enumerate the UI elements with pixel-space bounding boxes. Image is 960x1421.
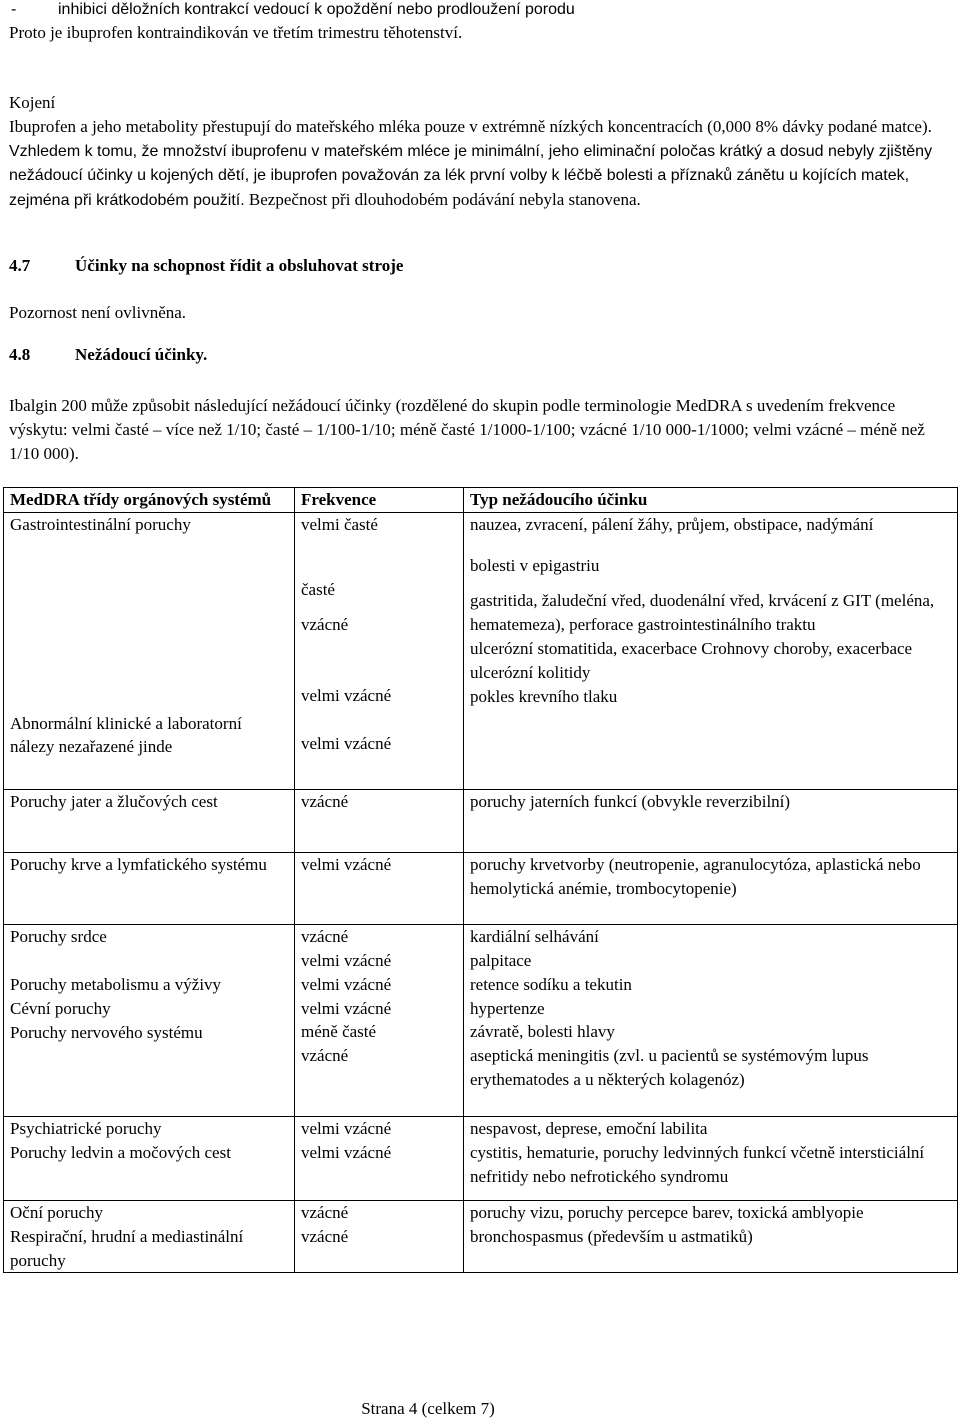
class-liver: Poruchy jater a žlučových cest — [4, 790, 295, 853]
freq-gastro-4: velmi vzácné — [301, 686, 392, 706]
freq-nervous-1: méně časté — [301, 1022, 377, 1042]
class-eye: Oční poruchy — [10, 1202, 104, 1222]
class-abnormal: Abnormální klinické a laboratorní nálezy nezařazené jinde — [10, 713, 242, 757]
class-vascular: Cévní poruchy — [10, 998, 111, 1018]
table-row — [4, 790, 958, 853]
effect-cell — [464, 1200, 958, 1272]
effect-liver: poruchy jaterních funkcí (obvykle reverzibilní) — [464, 790, 958, 853]
freq-psychiatric: velmi vzácné — [301, 1119, 392, 1139]
class-kidney: Poruchy ledvin a močových cest — [10, 1143, 231, 1163]
class-heart: Poruchy srdce — [10, 927, 107, 947]
freq-respiratory: vzácné — [301, 1226, 349, 1246]
effect-gastro-3: gastritida, žaludeční vřed, duodenální vřed, krvácení z GIT (meléna, hematemeza), perforace gastrointestinálního traktu — [470, 591, 935, 635]
effect-eye: poruchy vizu, poruchy percepce barev, toxická amblyopie — [470, 1202, 864, 1222]
effect-metabolism: retence sodíku a tekutin — [470, 974, 632, 994]
freq-abnormal: velmi vzácné — [301, 733, 392, 753]
breastfeeding-text-3: Bezpečnost při dlouhodobém podávání nebyla stanovena. — [248, 190, 641, 210]
section-4-8-title: Nežádoucí účinky. — [75, 345, 208, 364]
breastfeeding-paragraph — [9, 115, 955, 213]
class-blood: Poruchy krve a lymfatického systému — [4, 853, 295, 925]
class-psychiatric: Psychiatrické poruchy — [10, 1119, 162, 1139]
class-nervous: Poruchy nervového systému — [10, 1022, 203, 1042]
bullet-text: inhibici děložních kontrakcí vedoucí k opoždění nebo prodloužení porodu — [58, 1, 575, 18]
freq-eye: vzácné — [301, 1202, 349, 1222]
effect-nervous-1: závratě, bolesti hlavy — [470, 1022, 615, 1042]
frequency-cell — [295, 925, 464, 1117]
freq-gastro-1: velmi časté — [301, 514, 378, 534]
effect-gastro-1: nauzea, zvracení, pálení žáhy, průjem, obstipace, nadýmání — [470, 514, 874, 534]
breastfeeding-heading: Kojení — [9, 93, 56, 112]
effect-cell — [464, 1117, 958, 1201]
header-frequency: Frekvence — [295, 488, 464, 513]
effect-kidney: cystitis, hematurie, poruchy ledvinných funkcí včetně intersticiální nefritidy nebo nefrotického syndromu — [470, 1143, 925, 1186]
effect-gastro-4: ulcerózní stomatitida, exacerbace Crohnovy choroby, exacerbace ulcerózní kolitidy — [470, 638, 913, 682]
breastfeeding-text-1: Ibuprofen a jeho metabolity přestupují do mateřského mléka pouze v extrémně nízkých koncentracích (0,000 8% dávky podané matce). — [9, 116, 932, 136]
freq-vascular: velmi vzácné — [301, 998, 392, 1018]
effect-respiratory: bronchospasmus (především u astmatiků) — [470, 1226, 753, 1246]
effect-cell — [464, 925, 958, 1117]
effect-heart-2: palpitace — [470, 950, 532, 970]
freq-gastro-2: časté — [301, 579, 335, 599]
class-cell — [4, 1200, 295, 1272]
freq-metabolism: velmi vzácné — [301, 974, 392, 994]
class-respiratory: Respirační, hrudní a mediastinální poruchy — [10, 1226, 244, 1270]
section-4-7-number: 4.7 — [9, 256, 31, 275]
table-row — [4, 925, 958, 1117]
frequency-cell — [295, 512, 464, 789]
frequency-cell — [295, 1117, 464, 1201]
table-row — [4, 853, 958, 925]
table-row — [4, 1117, 958, 1201]
bullet-dash: - — [11, 1, 17, 18]
header-class: MedDRA třídy orgánových systémů — [4, 488, 295, 513]
freq-kidney: velmi vzácné — [301, 1143, 392, 1163]
contraindication-line: Proto je ibuprofen kontraindikován ve třetím trimestru těhotenství. — [9, 23, 463, 42]
table-header-row — [4, 488, 958, 513]
effect-abnormal: pokles krevního tlaku — [470, 686, 618, 706]
effect-nervous-2: aseptická meningitis (zvl. u pacientů se systémovým lupus erythematodes a u některých kolagenóz) — [470, 1046, 869, 1089]
section-4-7-title: Účinky na schopnost řídit a obsluhovat stroje — [75, 256, 404, 275]
effect-psychiatric: nespavost, deprese, emoční labilita — [470, 1119, 708, 1139]
effect-heart-1: kardiální selhávání — [470, 927, 599, 947]
class-cell — [4, 512, 295, 789]
class-cell — [4, 1117, 295, 1201]
effect-cell — [464, 512, 958, 789]
class-gastro: Gastrointestinální poruchy — [10, 514, 191, 534]
section-4-8-body: Ibalgin 200 může způsobit následující nežádoucí účinky (rozdělené do skupin podle terminologie MedDRA s uvedením frekvence výskytu: velmi časté – více než 1/10; časté – 1/100-1/10; méně časté 1/1000-1/100; vzácné 1/10 000-1/1000; velmi vzácné – méně než 1/10 000). — [9, 396, 925, 463]
breastfeeding-text-2: Vzhledem k tomu, že množství ibuprofenu v mateřském mléce je minimální, jeho eliminační poločas krátký a dosud nebyly zjištěny nežádoucí účinky u kojených dětí, je ibuprofen považován za lék první volby k léčbě bolesti a příznaků zánětu u kojících matek, zejména při krátkodobém použití. — [9, 142, 933, 210]
table-row — [4, 1200, 958, 1272]
table-row — [4, 512, 958, 789]
breastfeeding-section — [9, 91, 954, 213]
freq-gastro-3: vzácné — [301, 615, 349, 635]
effect-vascular: hypertenze — [470, 998, 545, 1018]
class-metabolism: Poruchy metabolismu a výživy — [10, 974, 222, 994]
header-effect: Typ nežádoucího účinku — [464, 488, 958, 513]
effect-blood: poruchy krvetvorby (neutropenie, agranulocytóza, aplastická nebo hemolytická anémie, trombocytopenie) — [464, 853, 958, 925]
effect-gastro-2: bolesti v epigastriu — [470, 555, 600, 575]
freq-nervous-2: vzácné — [301, 1046, 349, 1066]
section-4-8-number: 4.8 — [9, 345, 31, 364]
adverse-effects-table — [3, 487, 958, 1273]
section-4-7-body: Pozornost není ovlivněna. — [9, 303, 187, 322]
page-footer: Strana 4 (celkem 7) — [361, 1399, 495, 1418]
frequency-cell — [295, 1200, 464, 1272]
freq-blood: velmi vzácné — [295, 853, 464, 925]
freq-heart-1: vzácné — [301, 927, 349, 947]
freq-liver: vzácné — [295, 790, 464, 853]
freq-heart-2: velmi vzácné — [301, 950, 392, 970]
class-cell — [4, 925, 295, 1117]
